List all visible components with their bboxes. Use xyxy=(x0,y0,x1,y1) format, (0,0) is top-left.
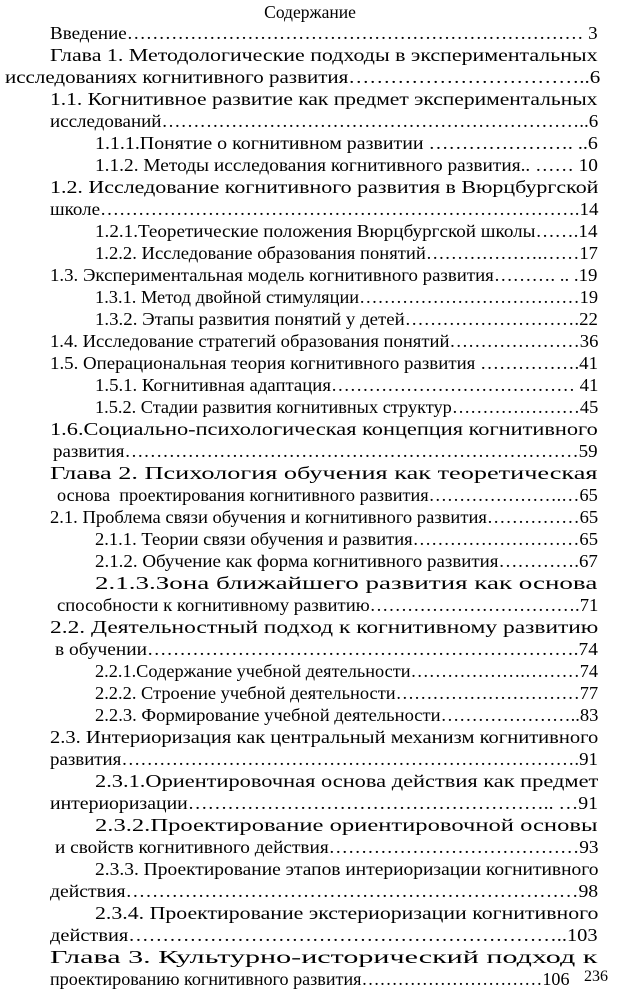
toc-line: Введение……………………………………………………………… 3 xyxy=(50,23,598,43)
toc-line: 1.2. Исследование когнитивного развития в Вюрцбургской xyxy=(50,177,599,197)
toc-line: 2.2.3. Формирование учебной деятельности…………………..83 xyxy=(95,705,599,725)
toc-line: 1.1.2. Методы исследования когнитивного развития.. …… 10 xyxy=(95,155,598,175)
toc-line: исследований…………………………………………………………..6 xyxy=(50,111,599,131)
toc-line: проектированию когнитивного развития…………………………106 xyxy=(50,969,570,989)
toc-line: 1.1. Когнитивное развитие как предмет экспериментальных xyxy=(50,89,598,109)
toc-line: 1.3. Экспериментальная модель когнитивного развития………. .. .19 xyxy=(50,265,598,285)
toc-line: 2.3. Интериоризация как центральный механизм когнитивного xyxy=(50,727,599,747)
toc-line: 2.1.1. Теории связи обучения и развития………………………65 xyxy=(95,529,598,549)
toc-line: способности к когнитивному развитию…………………………….71 xyxy=(57,595,599,615)
toc-line: в обучении………………………………………………………….74 xyxy=(55,639,598,659)
toc-line: Глава 2. Психология обучения как теоретическая xyxy=(50,463,598,483)
toc-line: 1.4. Исследование стратегий образования понятий…………………36 xyxy=(50,331,599,351)
toc-line: 2.1.3.Зона ближайшего развития как основа xyxy=(95,573,598,593)
contents-title: Содержание xyxy=(264,2,356,22)
toc-line: школе………………………………………………………………….14 xyxy=(50,199,599,219)
toc-line: Глава 3. Культурно-исторический подход к xyxy=(50,947,598,967)
toc-line: 2.1.2. Обучение как форма когнитивного развития………….67 xyxy=(95,551,598,571)
toc-line: 1.3.2. Этапы развития понятий у детей……………………….22 xyxy=(95,309,598,329)
toc-line: основа проектирования когнитивного развития………………….…65 xyxy=(57,485,598,505)
toc-line: развития………………………………………………………………59 xyxy=(53,441,598,461)
toc-line: 1.2.2. Исследование образования понятий……………….……17 xyxy=(95,243,598,263)
toc-line: 1.5.2. Стадии развития когнитивных структур…………………45 xyxy=(95,397,599,417)
toc-line: 1.2.1.Теоретические положения Вюрцбургской школы…….14 xyxy=(95,221,598,241)
toc-line: и свойств когнитивного действия…………………………………93 xyxy=(55,837,599,857)
toc-line: 2.3.2.Проектирование ориентировочной основы xyxy=(95,815,598,835)
page-number: 236 xyxy=(584,968,608,985)
toc-line: развития……………………………………………………………….91 xyxy=(50,749,598,769)
toc-line: 1.1.1.Понятие о когнитивном развитии …………………. ..6 xyxy=(95,133,598,153)
toc-line: 2.3.3. Проектирование этапов интериоризации когнитивного xyxy=(95,859,599,879)
toc-line: Глава 1. Методологические подходы в экспериментальных xyxy=(50,45,598,65)
toc-line: 1.6.Социально-психологическая концепция когнитивного xyxy=(50,419,598,439)
toc-line: 2.1. Проблема связи обучения и когнитивного развития……………65 xyxy=(50,507,599,527)
toc-line: исследованиях когнитивного развития……………………………..6 xyxy=(5,67,601,87)
toc-line: 1.3.1. Метод двойной стимуляции………………………………19 xyxy=(95,287,599,307)
toc-line: 2.2.1.Содержание учебной деятельности……………….………74 xyxy=(95,661,599,681)
toc-line: 1.5.1. Когнитивная адаптация………………………………… 41 xyxy=(95,375,599,395)
toc-line: 2.3.4. Проектирование экстериоризации когнитивного xyxy=(95,903,599,923)
toc-line: 2.2.2. Строение учебной деятельности…………………………77 xyxy=(95,683,599,703)
toc-line: 2.2. Деятельностный подход к когнитивному развитию xyxy=(50,617,599,637)
toc-line: действия……………………………………………………………98 xyxy=(50,881,599,901)
toc-line: 1.5. Операциональная теория когнитивного развития …………….41 xyxy=(50,353,599,373)
toc-line: интериоризации……………………………………………….. …91 xyxy=(50,793,599,813)
toc-line: 2.3.1.Ориентировочная основа действия как предмет xyxy=(95,771,599,791)
toc-line: действия………………………………………………………..103 xyxy=(50,925,598,945)
